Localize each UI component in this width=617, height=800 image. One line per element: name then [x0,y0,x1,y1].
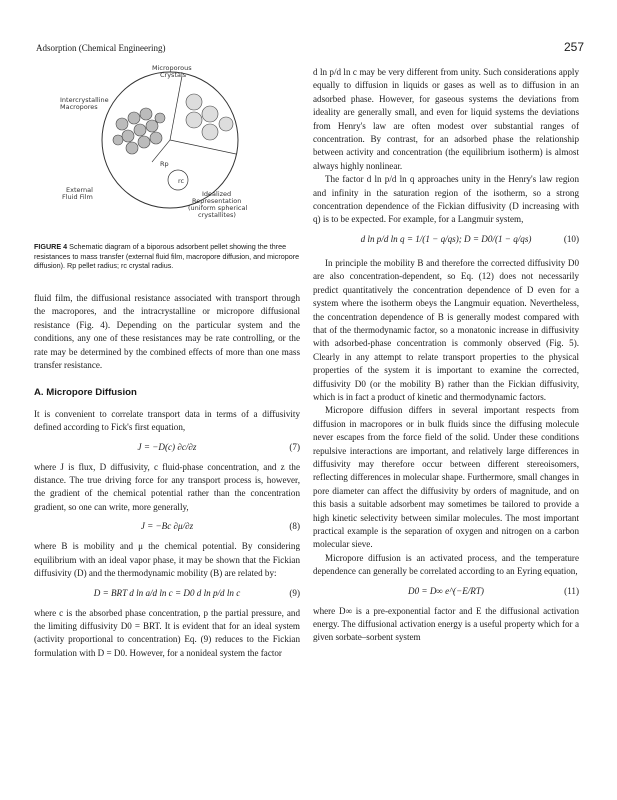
right-para-1: d ln p/d ln c may be very different from unity. Such considerations apply equally to diffusion in liquids or gases as well as to diffusion in an adsorbed phase. However, for gaseous systems the deviations from ideality are generally small, and even for liquid systems the deviations from Henry's law are often modest over substantial ranges of concentration. By contrast, for an adsorbed phase the relationship between activity and concentration (the equilibrium isotherm) is almost always highly nonlinear. [313,67,579,171]
right-para-3: In principle the mobility B and therefore the corrected diffusivity D0 are also concentration-dependent, so Eq. (12) does not necessarily predict quantitatively the concentration dependence of D even for a system where the isotherm obeys the Langmuir equation. Nevertheless, the concentration dependence of B is generally modest compared with that of the thermodynamic factor, so a monatonic increase in diffusivity with adsorbed-phase concentration is commonly observed (Fig. 5). Clearly in any attempt to relate transport properties to the physical properties of the system it is important to examine the corrected, diffusivity D0 (or the mobility B) rather than the Fickian diffusivity, which is in fact a product of kinetic and thermodynamic factors. [313,257,579,402]
label-rp: Rp [160,160,169,168]
section-heading: A. Micropore Diffusion [34,387,137,399]
label-macropores: Intercrystalline Macropores [60,96,109,111]
caption-label: FIGURE 4 [34,242,68,251]
label-idealized: Idealized Representation (uniform spherical crystallites) [188,190,248,219]
label-external-film: External Fluid Film [62,186,93,201]
equation-8: J = −Bc ∂μ/∂z (8) [140,521,300,532]
right-para-6: where D∞ is a pre-exponential factor and E the diffusional activation energy. The diffusional activation energy is a useful property which for a given sorbate–sorbent system [313,605,579,643]
equation-10: d ln p/d ln q = 1/(1 − q/qs); D = D0/(1 − q/qs) (10) [360,233,579,244]
left-para-2: It is convenient to correlate transport data in terms of a diffusivity defined according to Fick's first equation, [34,408,300,433]
crystal-cluster [113,108,165,154]
label-microporous-crystals: Microporous Crystals [152,64,192,79]
equation-7: J = −D(c) ∂c/∂z (7) [137,441,300,452]
running-title: Adsorption (Chemical Engineering) [36,43,166,53]
left-column [34,292,300,660]
equation-11: D0 = D∞ e^(−E/RT) (11) [408,585,579,596]
right-para-2: The factor d ln p/d ln q approaches unity in the Henry's law region and infinity in the saturation region of the isotherm, so a strong concentration dependence of the Fickian diffusivity (D increasing with q) is to be expected. For example, for a Langmuir system, [313,174,579,225]
right-para-5: Micropore diffusion is an activated process, and the temperature dependence can generally be correlated according to an Eyring equation, [313,552,579,577]
left-para-4: where B is mobility and μ the chemical potential. By considering equilibrium with an ideal vapor phase, it may be shown that the Fickian diffusivity (D) and the thermodynamic mobility (B) are related by: [34,541,300,579]
label-rc: rc [178,177,185,185]
left-para-5: where c is the absorbed phase concentration, p the partial pressure, and the limiting diffusivity D0 = BRT. It is evident that for an ideal system (activity proportional to concentration) Eq. (9) reduces to the Fickian formulation with D = D0. However, for a nonideal system the factor [34,607,300,658]
caption-text: Schematic diagram of a biporous adsorbent pellet showing the three resistances to mass transfer (external fluid film, macropore diffusion, and micropore diffusion). Rp pellet radius; rc crystal radius. [34,242,300,271]
right-para-4: Micropore diffusion differs in several important respects from diffusion in macropores or in bulk fluids since the diffusing molecule never escapes from the force field of the solid. Under these conditions repulsive interactions are important, and relatively large differences in diffusivity may therefore occur between different stereoisomers, reflecting differences in molecular shape. Furthermore, small changes in pore diameter can affect the diffusivity by orders of magnitude, and on this basis a suitable adsorbent may sometimes be tailored to provide a high kinetic selectivity between similar molecules. The most important practical example is the separation of oxygen and nitrogen on a carbon molecular sieve. [313,405,579,550]
left-para-3: where J is flux, D diffusivity, c fluid-phase concentration, and z the distance. The true driving force for any transport process is, however, the gradient of the chemical potential rather than the concentration gradient, so one can write, more generally, [34,461,300,512]
page-number: 257 [563,40,584,54]
equation-9: D = BRT d ln a/d ln c = D0 d ln p/d ln c (9) [93,587,300,598]
figure-biporous-pellet [60,62,260,222]
right-column [313,66,579,645]
left-para-1: fluid film, the diffusional resistance associated with transport through the macropores, and the intracrystalline or micropore diffusional resistance (Fig. 4). Depending on the particular system and the conditions, any one of these resistances may be rate controlling, or the rate may be determined by the combined effects of more than one mass transfer resistance. [34,293,300,371]
figure-caption [34,242,300,271]
